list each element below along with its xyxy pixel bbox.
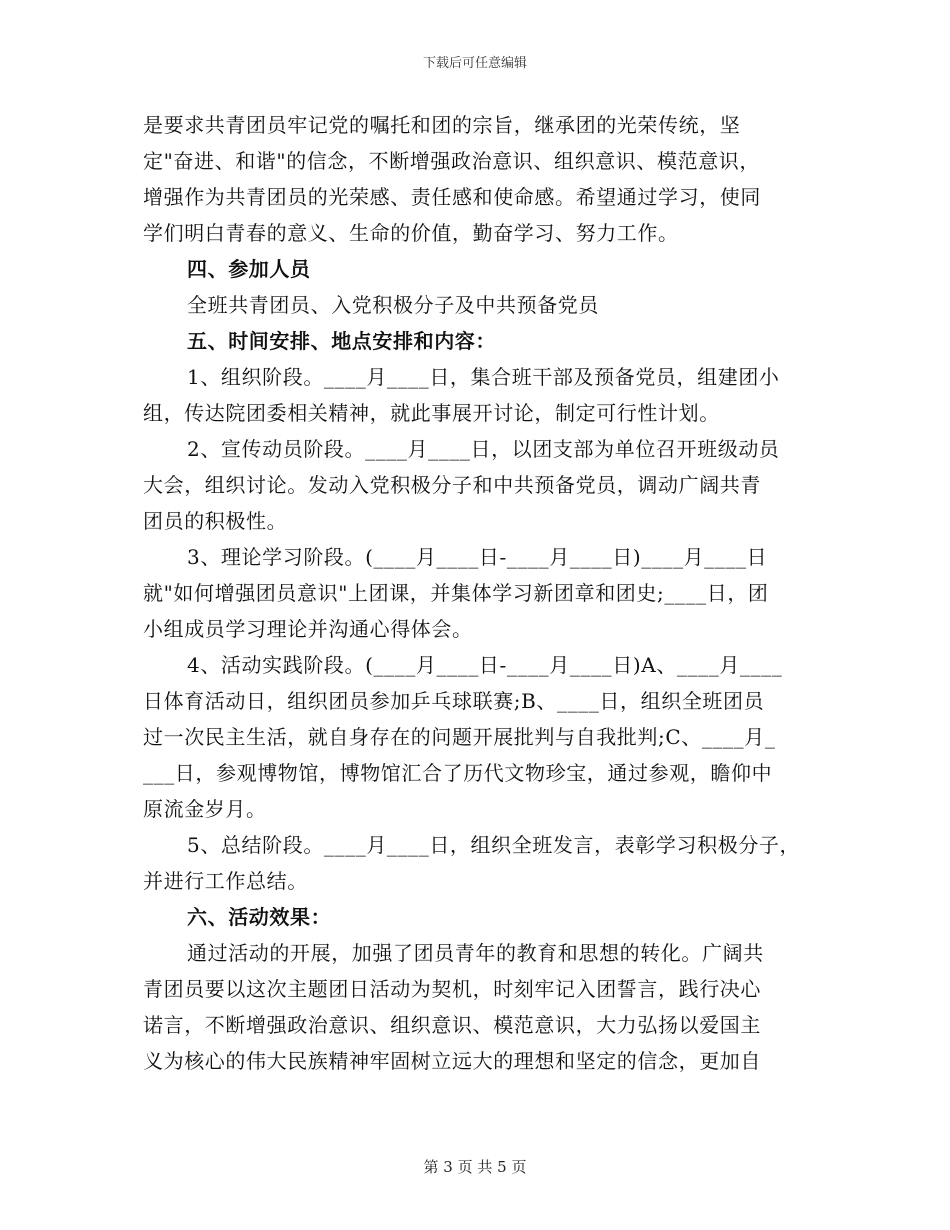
document-body: [143, 107, 823, 1079]
text-line: 青团员要以这次主题团日活动为契机，时刻牢记入团誓言，践行决心: [143, 977, 761, 1001]
page-footer: 第 3 页 共 5 页: [423, 1158, 527, 1176]
text-line: 定"奋进、和谐"的信念，不断增强政治意识、组织意识、模范意识，: [143, 149, 760, 173]
text-line: 义为核心的伟大民族精神牢固树立远大的理想和坚定的信念，更加自: [143, 1049, 761, 1073]
text-line: 诺言，不断增强政治意识、组织意识、模范意识，大力弘扬以爱国主: [143, 1013, 761, 1037]
text-line: 5、总结阶段。____月____日，组织全班发言，表彰学习积极分子，: [187, 833, 801, 857]
text-line: 日体育活动日，组织团员参加乒乓球联赛;B、____日，组织全班团员: [143, 689, 765, 713]
text-line: 通过活动的开展，加强了团员青年的教育和思想的转化。广阔共: [187, 941, 764, 965]
text-line: 学们明白青春的意义、生命的价值，勤奋学习、努力工作。: [143, 221, 679, 245]
text-line: 小组成员学习理论并沟通心得体会。: [143, 617, 473, 641]
text-line: ___日，参观博物馆，博物馆汇合了历代文物珍宝，通过参观，瞻仰中: [143, 761, 773, 785]
text-line: 3、理论学习阶段。(____月____日-____月____日)____月____日: [187, 545, 768, 569]
text-line: 原流金岁月。: [143, 797, 267, 821]
text-line: 2、宣传动员阶段。____月____日，以团支部为单位召开班级动员: [187, 437, 780, 461]
text-line: 1、组织阶段。____月____日，集合班干部及预备党员，组建团小: [187, 365, 780, 389]
text-line: 并进行工作总结。: [143, 869, 308, 893]
text-line: 过一次民主生活，就自身存在的问题开展批判与自我批判;C、____月_: [143, 725, 776, 749]
text-line: 就"如何增强团员意识"上团课，并集体学习新团章和团史;____日，团: [143, 581, 769, 605]
text-line: 全班共青团员、入党积极分子及中共预备党员: [187, 293, 599, 317]
section-heading: 五、时间安排、地点安排和内容：: [187, 329, 496, 353]
text-line: 增强作为共青团员的光荣感、责任感和使命感。希望通过学习，使同: [143, 185, 761, 209]
text-line: 是要求共青团员牢记党的嘱托和团的宗旨，继承团的光荣传统，坚: [143, 113, 741, 137]
text-line: 4、活动实践阶段。(____月____日-____月____日)A、____月____: [187, 653, 783, 677]
text-line: 组，传达院团委相关精神，就此事展开讨论，制定可行性计划。: [143, 401, 720, 425]
text-line: 大会，组织讨论。发动入党积极分子和中共预备党员，调动广阔共青: [143, 473, 761, 497]
section-heading: 四、参加人员: [187, 257, 311, 281]
section-heading: 六、活动效果：: [187, 905, 332, 929]
text-line: 团员的积极性。: [143, 509, 288, 533]
page-header: 下载后可任意编辑: [422, 56, 527, 71]
